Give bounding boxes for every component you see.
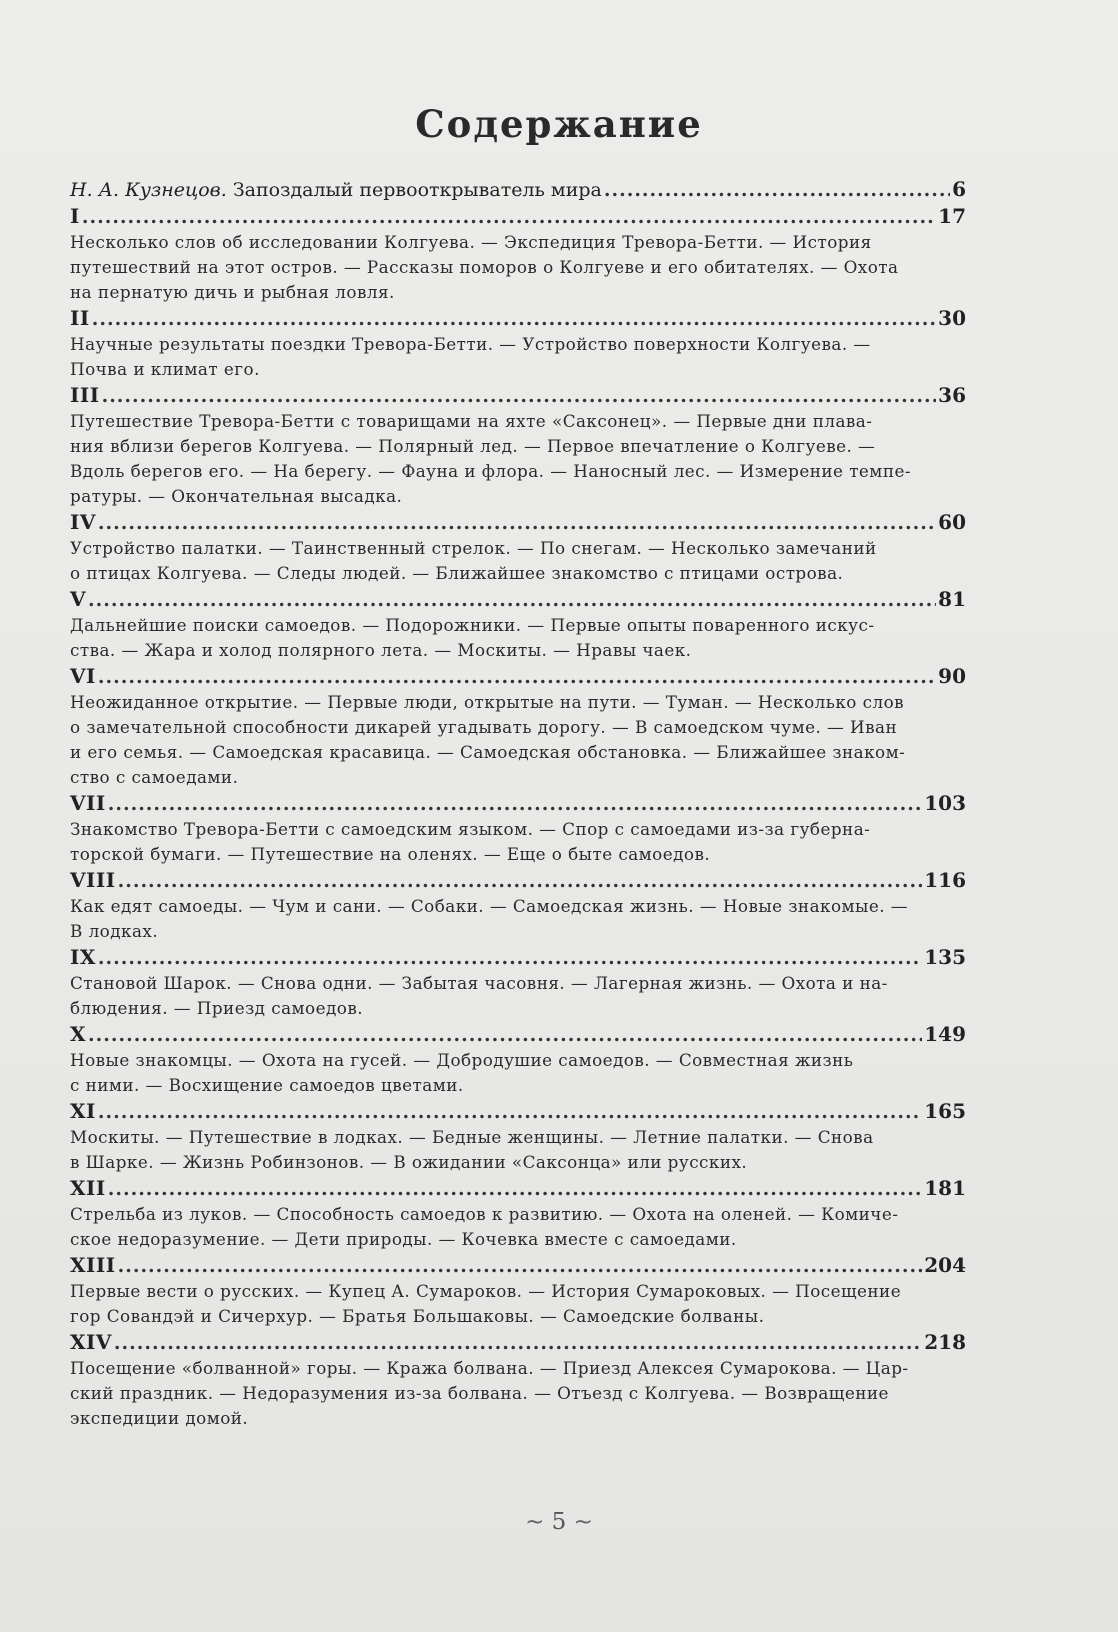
page-number: 6: [952, 177, 966, 201]
toc-row: [70, 176, 966, 203]
page-title: Содержание: [415, 102, 703, 146]
chapter-summary-line: ство с самоедами.: [70, 767, 239, 787]
page-number: 90: [938, 664, 966, 688]
chapter-number: XIII: [70, 1253, 116, 1277]
toc-row: [70, 586, 966, 613]
chapter-summary-line: торской бумаги. — Путешествие на оленях. — Еще о быте самоедов.: [70, 844, 711, 864]
page-number: 218: [924, 1330, 966, 1354]
table-of-contents: [70, 176, 966, 1431]
toc-entry-chapter: [70, 1021, 966, 1098]
toc-row: [70, 663, 966, 690]
toc-row: [70, 509, 966, 536]
chapter-summary-line: ское недоразумение. — Дети природы. — Кочевка вместе с самоедами.: [70, 1229, 737, 1249]
chapter-summary-line: экспедиции домой.: [70, 1408, 249, 1428]
toc-entry-chapter: [70, 1252, 966, 1329]
chapter-summary-line: и его семья. — Самоедская красавица. — Самоедская обстановка. — Ближайшее знаком-: [70, 742, 906, 762]
page-number: 149: [924, 1022, 966, 1046]
toc-row: [70, 1098, 966, 1125]
chapter-summary-line: Неожиданное открытие. — Первые люди, открытые на пути. — Туман. — Несколько слов: [70, 692, 905, 712]
page-number: 116: [924, 868, 966, 892]
footer-ornament-right: ~: [573, 1509, 593, 1535]
toc-row: [70, 1021, 966, 1048]
dot-leader: [98, 945, 922, 972]
toc-row: [70, 944, 966, 971]
chapter-summary-line: блюдения. — Приезд самоедов.: [70, 998, 363, 1018]
dot-leader: [102, 383, 937, 410]
dot-leader: [98, 664, 936, 691]
chapter-summary-line: Почва и климат его.: [70, 359, 260, 379]
chapter-number: VII: [70, 791, 106, 815]
chapter-summary-line: Несколько слов об исследовании Колгуева. — Экспедиция Тревора-Бетти. — История: [70, 232, 872, 252]
dot-leader: [98, 1099, 922, 1126]
chapter-summary-line: Первые вести о русских. — Купец А. Сумароков. — История Сумароковых. — Посещение: [70, 1281, 902, 1301]
page-number: 60: [938, 510, 966, 534]
chapter-summary-line: В лодках.: [70, 921, 159, 941]
footer-ornament-left: ~: [525, 1509, 545, 1535]
chapter-summary-line: путешествий на этот остров. — Рассказы поморов о Колгуеве и его обитателях. — Охота: [70, 257, 899, 277]
chapter-number: III: [70, 383, 100, 407]
page-number: 17: [938, 204, 966, 228]
chapter-summary-line: Знакомство Тревора-Бетти с самоедским языком. — Спор с самоедами из-за губерна-: [70, 819, 871, 839]
toc-row: [70, 382, 966, 409]
chapter-summary-line: о птицах Колгуева. — Следы людей. — Ближайшее знакомство с птицами острова.: [70, 563, 844, 583]
toc-entry-chapter: [70, 944, 966, 1021]
page-number: 204: [924, 1253, 966, 1277]
chapter-number: VIII: [70, 868, 116, 892]
chapter-summary-line: на пернатую дичь и рыбная ловля.: [70, 282, 395, 302]
toc-row: [70, 1329, 966, 1356]
chapter-summary-line: ский праздник. — Недоразумения из-за болвана. — Отъезд с Колгуева. — Возвращение: [70, 1383, 889, 1403]
chapter-summary-line: Становой Шарок. — Снова одни. — Забытая часовня. — Лагерная жизнь. — Охота и на-: [70, 973, 888, 993]
toc-row: [70, 203, 966, 230]
toc-entry-chapter: [70, 305, 966, 382]
chapter-list: [70, 203, 966, 1431]
footer-page-number: 5: [551, 1509, 567, 1535]
toc-entry-chapter: [70, 867, 966, 944]
dot-leader: [88, 1022, 922, 1049]
page-number: 81: [938, 587, 966, 611]
dot-leader: [82, 204, 936, 231]
dot-leader: [88, 587, 936, 614]
chapter-summary-line: Вдоль берегов его. — На берегу. — Фауна и флора. — Наносный лес. — Измерение темпе-: [70, 461, 911, 481]
toc-entry-chapter: [70, 509, 966, 586]
chapter-summary-line: гор Совандэй и Сичерхур. — Братья Большаковы. — Самоедские болваны.: [70, 1306, 765, 1326]
chapter-number: IV: [70, 510, 96, 534]
toc-entry-chapter: [70, 586, 966, 663]
chapter-summary-line: Как едят самоеды. — Чум и сани. — Собаки. — Самоедская жизнь. — Новые знакомые. —: [70, 896, 909, 916]
chapter-summary-line: Посещение «болванной» горы. — Кража болвана. — Приезд Алексея Сумарокова. — Цар-: [70, 1358, 909, 1378]
toc-entry-chapter: [70, 1175, 966, 1252]
dot-leader: [108, 1176, 923, 1203]
chapter-summary-line: ства. — Жара и холод полярного лета. — Москиты. — Нравы чаек.: [70, 640, 692, 660]
chapter-number: II: [70, 306, 90, 330]
page-number: 181: [924, 1176, 966, 1200]
toc-entry-chapter: [70, 382, 966, 509]
toc-row: [70, 867, 966, 894]
dot-leader: [118, 868, 923, 895]
chapter-summary-line: с ними. — Восхищение самоедов цветами.: [70, 1075, 464, 1095]
chapter-number: VI: [70, 664, 96, 688]
chapter-summary-line: ния вблизи берегов Колгуева. — Полярный лед. — Первое впечатление о Колгуеве. —: [70, 436, 876, 456]
dot-leader: [114, 1330, 922, 1357]
chapter-summary-line: Новые знакомцы. — Охота на гусей. — Добродушие самоедов. — Совместная жизнь: [70, 1050, 854, 1070]
toc-entry-intro: [70, 176, 966, 203]
dot-leader: [118, 1253, 923, 1280]
page-number: 165: [924, 1099, 966, 1123]
chapter-number: XIV: [70, 1330, 112, 1354]
page-number: 36: [938, 383, 966, 407]
page-footer: [0, 1509, 1118, 1535]
chapter-summary-line: Стрельба из луков. — Способность самоедов к развитию. — Охота на оленей. — Комиче-: [70, 1204, 899, 1224]
dot-leader: [92, 306, 936, 333]
chapter-summary-line: Научные результаты поездки Тревора-Бетти. — Устройство поверхности Колгуева. —: [70, 334, 871, 354]
toc-row: [70, 1252, 966, 1279]
chapter-summary-line: в Шарке. — Жизнь Робинзонов. — В ожидании «Саксонца» или русских.: [70, 1152, 748, 1172]
toc-entry-chapter: [70, 663, 966, 790]
author-name: Н. А. Кузнецов.: [70, 179, 227, 201]
page-number: 135: [924, 945, 966, 969]
chapter-number: XI: [70, 1099, 96, 1123]
essay-title: Запоздалый первооткрыватель мира: [232, 179, 602, 201]
chapter-summary-line: о замечательной способности дикарей угадывать дорогу. — В самоедском чуме. — Иван: [70, 717, 898, 737]
dot-leader: [98, 510, 936, 537]
chapter-number: V: [70, 587, 87, 611]
toc-entry-chapter: [70, 203, 966, 305]
toc-row: [70, 790, 966, 817]
chapter-summary-line: Путешествие Тревора-Бетти с товарищами на яхте «Саксонец». — Первые дни плава-: [70, 411, 873, 431]
chapter-summary-line: ратуры. — Окончательная высадка.: [70, 486, 403, 506]
dot-leader: [604, 177, 950, 204]
toc-entry-chapter: [70, 790, 966, 867]
toc-row: [70, 1175, 966, 1202]
toc-entry-chapter: [70, 1098, 966, 1175]
chapter-summary-line: Москиты. — Путешествие в лодках. — Бедные женщины. — Летние палатки. — Снова: [70, 1127, 874, 1147]
chapter-summary-line: Дальнейшие поиски самоедов. — Подорожники. — Первые опыты поваренного искус-: [70, 615, 875, 635]
dot-leader: [108, 791, 923, 818]
chapter-number: IX: [70, 945, 96, 969]
toc-entry-title: [70, 177, 602, 204]
chapter-number: XII: [70, 1176, 106, 1200]
toc-entry-chapter: [70, 1329, 966, 1431]
chapter-number: X: [70, 1022, 87, 1046]
page-number: 103: [924, 791, 966, 815]
page-number: 30: [938, 306, 966, 330]
chapter-summary-line: Устройство палатки. — Таинственный стрелок. — По снегам. — Несколько замечаний: [70, 538, 877, 558]
toc-row: [70, 305, 966, 332]
chapter-number: I: [70, 204, 80, 228]
